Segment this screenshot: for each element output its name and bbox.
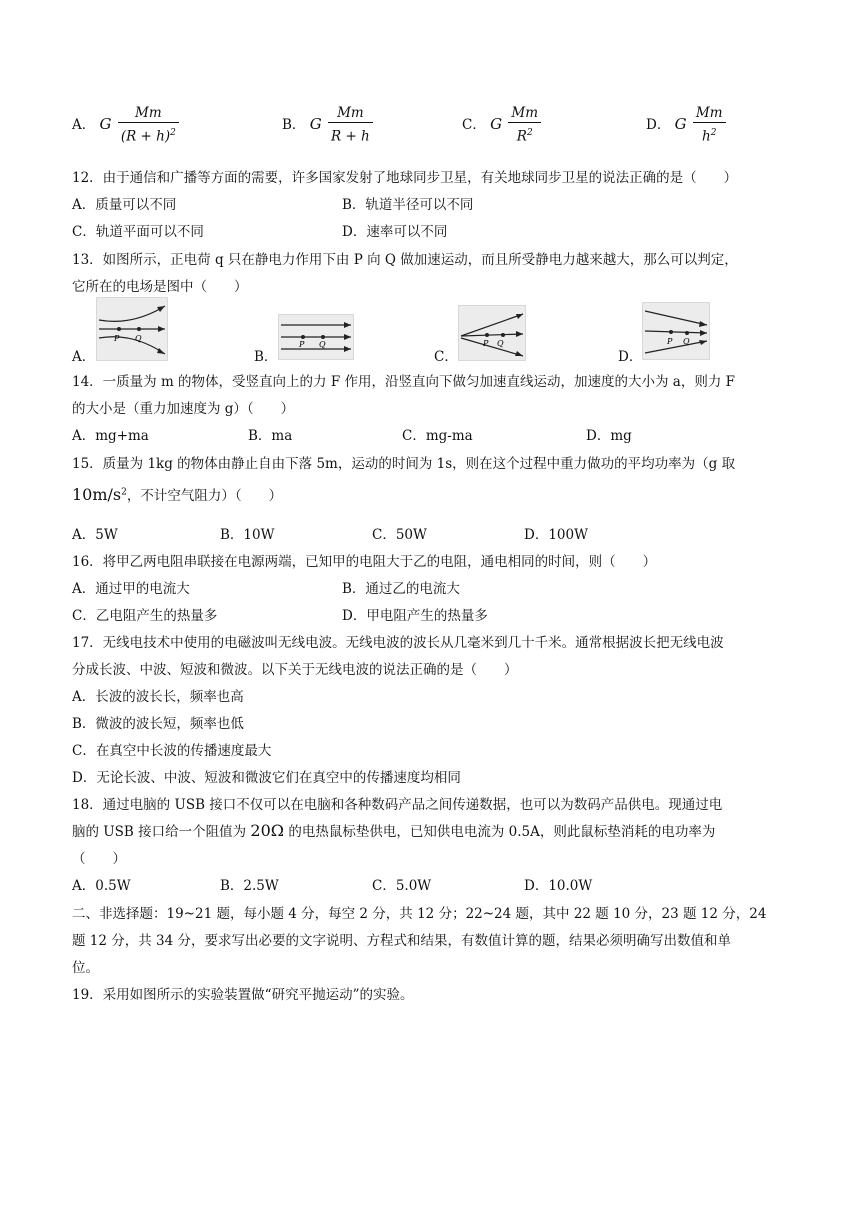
q16-option-c: C．乙电阻产生的热量多 <box>72 608 218 624</box>
label-p: P <box>483 339 489 348</box>
q15-option-c: C．50W <box>372 527 427 543</box>
q18-option-c: C．5.0W <box>372 878 432 894</box>
q13-figure-a <box>96 297 168 365</box>
q15-option-d: D．100W <box>524 527 588 543</box>
q12-option-d: D．速率可以不同 <box>342 224 448 240</box>
q12-option-c: C．轨道平面可以不同 <box>72 224 204 240</box>
label-q: Q <box>135 334 142 343</box>
label-q: Q <box>319 340 326 349</box>
q14-option-a: A．mg+ma <box>72 428 149 444</box>
q14-option-c: C．mg-ma <box>402 428 473 444</box>
q14-stem-line2: 的大小是（重力加速度为 g）（ ） <box>72 401 295 417</box>
q13-stem-line2: 它所在的电场是图中（ ） <box>72 279 248 295</box>
q18-stem-line1: 18．通过电脑的 USB 接口不仅可以在电脑和各种数码产品之间传递数据，也可以为数码产品供电。现通过电 <box>72 797 723 813</box>
q17-option-b: B．微波的波长短，频率也低 <box>72 716 244 732</box>
field-lines-diverging-figure <box>96 297 168 361</box>
formula-fraction: $\frac{Mm}{h^2}$ <box>693 104 726 147</box>
q12-stem: 12．由于通信和广播等方面的需要，许多国家发射了地球同步卫星，有关地球同步卫星的说法正确的是（ ） <box>72 170 738 186</box>
q16-stem: 16．将甲乙两电阻串联接在电源两端，已知甲的电阻大于乙的电阻，通电相同的时间，则（ ） <box>72 554 657 570</box>
q12-option-a: A．质量可以不同 <box>72 197 177 213</box>
formula-fraction: $\frac{Mm}{R^2}$ <box>508 104 541 147</box>
q17-stem-line2: 分成长波、中波、短波和微波。以下关于无线电波的说法正确的是（ ） <box>72 662 518 678</box>
q16-option-d: D．甲电阻产生的热量多 <box>342 608 488 624</box>
field-lines-converging-figure <box>642 302 710 360</box>
label-p: P <box>114 334 120 343</box>
q16-option-a: A．通过甲的电流大 <box>72 581 190 597</box>
q15-stem-line1: 15．质量为 1kg 的物体由静止自由下落 5m，运动的时间为 1s，则在这个过程中重力做功的平均功率为（g 取 <box>72 456 736 472</box>
label-q: Q <box>497 339 504 348</box>
q17-option-c: C．在真空中长波的传播速度最大 <box>72 743 272 759</box>
q17-stem-line1: 17．无线电技术中使用的电磁波叫无线电波。无线电波的波长从几毫米到几十千米。通常根据波长把无线电波 <box>72 635 724 651</box>
q11-option-d: D． G $\frac{Mm}{h^2}$ <box>646 104 726 147</box>
label-p: P <box>299 340 305 349</box>
q11-option-b: B． G $\frac{Mm}{R + h}$ <box>282 104 373 147</box>
q13-stem-line1: 13．如图所示，正电荷 q 只在静电力作用下由 P 向 Q 做加速运动，而且所受静电力越来越大，那么可以判定， <box>72 252 738 268</box>
q13-figure-d <box>642 302 710 364</box>
formula-fraction: $\frac{Mm}{R + h}$ <box>328 104 373 147</box>
q16-option-b: B．通过乙的电流大 <box>342 581 460 597</box>
q13-figure-b <box>278 314 354 364</box>
q18-stem-line2: 脑的 USB 接口给一个阻值为 20Ω 的电热鼠标垫供电，已知供电电流为 0.5A，则此鼠标垫消耗的电功率为 <box>72 821 716 840</box>
q17-option-d: D．无论长波、中波、短波和微波它们在真空中的传播速度均相同 <box>72 770 461 786</box>
q18-stem-line3: （ ） <box>72 851 126 867</box>
section2-heading-line3: 位。 <box>72 960 99 976</box>
section2-heading-line1: 二、非选择题：19~21 题，每小题 4 分，每空 2 分，共 12 分；22~24 题，其中 22 题 10 分，23 题 12 分，24 <box>72 906 767 922</box>
q13-option-a-label: A． <box>72 349 96 365</box>
q15-stem-line2: $10m/s^2$，不计空气阻力）（ ） <box>72 485 283 504</box>
field-lines-spreading-figure <box>458 305 526 361</box>
q19-stem: 19．采用如图所示的实验装置做“研究平抛运动”的实验。 <box>72 987 414 1003</box>
q14-option-d: D．mg <box>586 428 632 444</box>
q17-option-a: A．长波的波长长，频率也高 <box>72 689 244 705</box>
q18-option-a: A．0.5W <box>72 878 131 894</box>
label-q: Q <box>683 337 690 346</box>
q18-option-d: D．10.0W <box>524 878 593 894</box>
q11-option-a: A． G $\frac{Mm}{(R + h)^2}$ <box>72 104 179 147</box>
q14-option-b: B．ma <box>248 428 293 444</box>
q15-option-b: B．10W <box>220 527 275 543</box>
q13-option-b-label: B． <box>254 349 278 365</box>
q15-option-a: A．5W <box>72 527 118 543</box>
q13-option-c-label: C． <box>434 349 458 365</box>
q13-option-d-label: D． <box>618 349 643 365</box>
q13-figure-c <box>458 305 526 365</box>
q18-option-b: B．2.5W <box>220 878 279 894</box>
formula-fraction: $\frac{Mm}{(R + h)^2}$ <box>118 104 179 147</box>
section2-heading-line2: 题 12 分，共 34 分，要求写出必要的文字说明、方程式和结果，有数值计算的题，结果必须明确写出数值和单 <box>72 933 732 949</box>
field-lines-uniform-figure <box>278 314 354 360</box>
q14-stem-line1: 14．一质量为 m 的物体，受竖直向上的力 F 作用，沿竖直向下做匀加速直线运动，加速度的大小为 a，则力 F <box>72 374 736 390</box>
q12-option-b: B．轨道半径可以不同 <box>342 197 474 213</box>
q11-option-c: C． G $\frac{Mm}{R^2}$ <box>462 104 541 147</box>
label-p: P <box>667 337 673 346</box>
